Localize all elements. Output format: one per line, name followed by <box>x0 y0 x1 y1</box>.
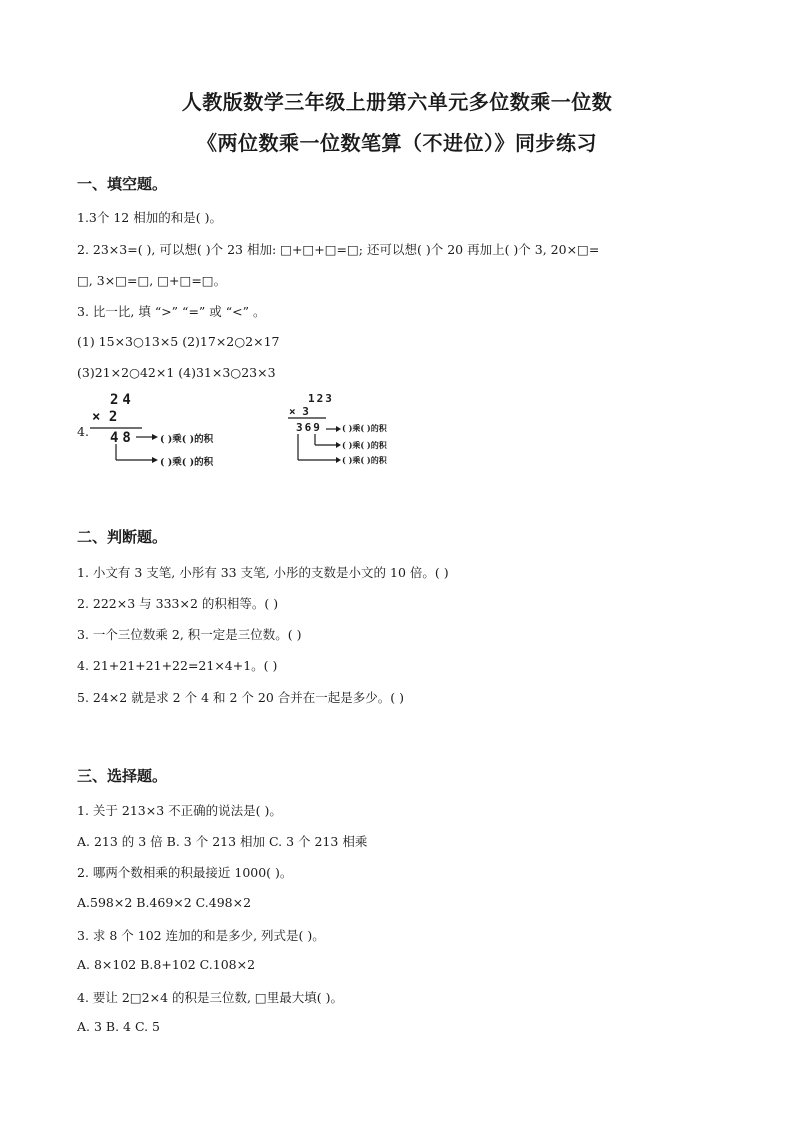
calc-a-result: 48 <box>110 430 135 446</box>
choice-question-4: 4. 要让 2□2×4 的积是三位数, □里最大填( )。 <box>77 990 343 1005</box>
calc-b-multiplier: × 3 <box>289 405 309 418</box>
calc-b-annotation-2: ( )乘( )的积 <box>342 440 387 450</box>
fill-question-2-line1: 2. 23×3=( ), 可以想( )个 23 相加: □+□+□=□; 还可以想( )个 20 再加上( )个 3, 20×□= <box>77 242 600 257</box>
document-title-line2: 《两位数乘一位数笔算（不进位）》同步练习 <box>197 131 597 155</box>
fill-question-3-row2: (3)21×2○42×1 (4)31×3○23×3 <box>77 365 276 380</box>
fill-question-2-line2: □, 3×□=□, □+□=□。 <box>77 273 227 288</box>
fill-question-3: 3. 比一比, 填 “>” “=” 或 “<” 。 <box>77 304 266 319</box>
choice-question-2: 2. 哪两个数相乘的积最接近 1000( )。 <box>77 865 293 880</box>
choice-question-3: 3. 求 8 个 102 连加的和是多少, 列式是( )。 <box>77 928 325 943</box>
fill-question-1: 1.3个 12 相加的和是( )。 <box>77 210 222 225</box>
choice-question-1: 1. 关于 213×3 不正确的说法是( )。 <box>77 803 282 818</box>
judge-item-3: 3. 一个三位数乘 2, 积一定是三位数。( ) <box>77 627 302 642</box>
choice-question-2-options: A.598×2 B.469×2 C.498×2 <box>77 895 252 910</box>
calc-a-annotation-1: ( )乘( )的积 <box>160 434 214 445</box>
judge-item-4: 4. 21+21+21+22=21×4+1。( ) <box>77 658 278 673</box>
choice-question-3-options: A. 8×102 B.8+102 C.108×2 <box>77 957 256 972</box>
calc-a-multiplier: × 2 <box>92 409 118 425</box>
choice-question-4-options: A. 3 B. 4 C. 5 <box>77 1019 160 1034</box>
calc-b-result: 369 <box>296 421 322 434</box>
calc-a-annotation-2: ( )乘( )的积 <box>160 457 214 468</box>
section-heading-choice: 三、选择题。 <box>77 767 168 785</box>
calc-b-annotation-1: ( )乘( )的积 <box>342 423 387 433</box>
judge-item-5: 5. 24×2 就是求 2 个 4 和 2 个 20 合并在一起是多少。( ) <box>77 690 404 705</box>
fill-question-4-label: 4. <box>77 424 89 439</box>
choice-question-1-options: A. 213 的 3 倍 B. 3 个 213 相加 C. 3 个 213 相乘 <box>77 834 368 849</box>
calc-a-top-number: 24 <box>110 392 135 408</box>
fill-question-3-row1: (1) 15×3○13×5 (2)17×2○2×17 <box>77 334 280 349</box>
section-heading-judge: 二、判断题。 <box>77 528 168 546</box>
judge-item-2: 2. 222×3 与 333×2 的积相等。( ) <box>77 596 279 611</box>
document-title-line1: 人教版数学三年级上册第六单元多位数乘一位数 <box>181 90 613 114</box>
judge-item-1: 1. 小文有 3 支笔, 小彤有 33 支笔, 小彤的支数是小文的 10 倍。( ) <box>77 565 449 580</box>
section-heading-fill: 一、填空题。 <box>77 175 168 193</box>
calc-b-top-number: 123 <box>308 392 334 405</box>
calc-b-annotation-3: ( )乘( )的积 <box>342 455 387 465</box>
